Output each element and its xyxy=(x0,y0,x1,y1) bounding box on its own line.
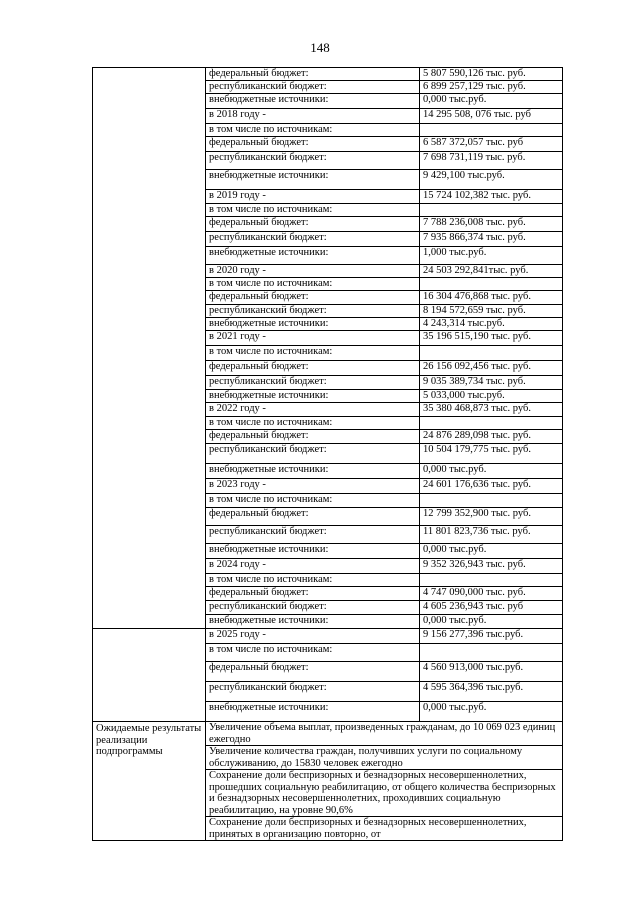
source-value: 5 033,000 тыс.руб. xyxy=(420,390,563,403)
source-value xyxy=(420,278,563,291)
source-label: внебюджетные источники: xyxy=(206,615,420,629)
results-label: Ожидаемые результаты реализации подпрограммы xyxy=(93,722,206,841)
budget-table xyxy=(92,67,563,841)
year-label: в 2019 году - xyxy=(206,190,420,204)
source-label: внебюджетные источники: xyxy=(206,390,420,403)
source-value: 0,000 тыс.руб. xyxy=(420,544,563,559)
year-total: 35 196 515,190 тыс. руб. xyxy=(420,331,563,346)
source-label: внебюджетные источники: xyxy=(206,247,420,265)
source-value: 0,000 тыс.руб. xyxy=(420,702,563,722)
source-value: 8 194 572,659 тыс. руб. xyxy=(420,305,563,318)
source-value: 4 747 090,000 тыс. руб. xyxy=(420,587,563,601)
source-label: федеральный бюджет: xyxy=(206,68,420,81)
year-label: в 2025 году - xyxy=(206,629,420,644)
year-total: 15 724 102,382 тыс. руб. xyxy=(420,190,563,204)
source-value: 12 799 352,900 тыс. руб. xyxy=(420,508,563,526)
source-label: федеральный бюджет: xyxy=(206,217,420,232)
source-value: 4 605 236,943 тыс. руб xyxy=(420,601,563,615)
subprogram-label-cell xyxy=(93,629,206,722)
result-item: Увеличение количества граждан, получивших услуги по социальному обслуживанию, до 15830 человек ежегодно xyxy=(206,746,563,770)
source-value: 4 595 364,396 тыс.руб. xyxy=(420,682,563,702)
source-value: 1,000 тыс.руб. xyxy=(420,247,563,265)
year-label: в 2021 году - xyxy=(206,331,420,346)
source-label: республиканский бюджет: xyxy=(206,682,420,702)
table-row xyxy=(93,68,563,81)
source-value: 16 304 476,868 тыс. руб. xyxy=(420,291,563,305)
source-label: республиканский бюджет: xyxy=(206,305,420,318)
source-value xyxy=(420,417,563,430)
year-total: 14 295 508, 076 тыс. руб xyxy=(420,109,563,124)
sources-header: в том числе по источникам: xyxy=(206,346,420,361)
source-label: внебюджетные источники: xyxy=(206,544,420,559)
source-value: 6 899 257,129 тыс. руб. xyxy=(420,81,563,94)
source-value: 0,000 тыс.руб. xyxy=(420,615,563,629)
source-value: 26 156 092,456 тыс. руб. xyxy=(420,361,563,376)
source-label: республиканский бюджет: xyxy=(206,232,420,247)
year-total: 24 601 176,636 тыс. руб. xyxy=(420,479,563,494)
source-value: 0,000 тыс.руб. xyxy=(420,464,563,479)
source-value: 11 801 823,736 тыс. руб. xyxy=(420,526,563,544)
source-label: внебюджетные источники: xyxy=(206,94,420,109)
sources-header: в том числе по источникам: xyxy=(206,574,420,587)
year-total: 9 156 277,396 тыс.руб. xyxy=(420,629,563,644)
source-value: 0,000 тыс.руб. xyxy=(420,94,563,109)
source-label: внебюджетные источники: xyxy=(206,464,420,479)
source-value: 4 243,314 тыс.руб. xyxy=(420,318,563,331)
source-value: 4 560 913,000 тыс.руб. xyxy=(420,662,563,682)
source-value xyxy=(420,204,563,217)
source-label: федеральный бюджет: xyxy=(206,361,420,376)
year-label: в 2018 году - xyxy=(206,109,420,124)
source-label: республиканский бюджет: xyxy=(206,526,420,544)
source-value: 7 698 731,119 тыс. руб. xyxy=(420,152,563,170)
source-label: республиканский бюджет: xyxy=(206,376,420,390)
year-label: в 2023 году - xyxy=(206,479,420,494)
source-value: 24 876 289,098 тыс. руб. xyxy=(420,430,563,444)
year-label: в 2024 году - xyxy=(206,559,420,574)
source-value: 9 429,100 тыс.руб. xyxy=(420,170,563,190)
source-value: 7 935 866,374 тыс. руб. xyxy=(420,232,563,247)
result-item: Увеличение объема выплат, произведенных гражданам, до 10 069 023 единиц ежегодно xyxy=(206,722,563,746)
page-number: 148 xyxy=(310,40,330,55)
year-total: 9 352 326,943 тыс. руб. xyxy=(420,559,563,574)
source-value: 6 587 372,057 тыс. руб xyxy=(420,137,563,152)
source-label: республиканский бюджет: xyxy=(206,152,420,170)
source-label: внебюджетные источники: xyxy=(206,318,420,331)
result-item: Сохранение доли беспризорных и безнадзорных несовершеннолетних, прошедших социальную реабилитацию, от общего количества беспризорных и безнадзорных несовершеннолетних, проходивших социальную реабилитацию, на уровне 90,6% xyxy=(206,770,563,817)
source-value xyxy=(420,124,563,137)
source-label: республиканский бюджет: xyxy=(206,81,420,94)
source-value xyxy=(420,574,563,587)
sources-header: в том числе по источникам: xyxy=(206,278,420,291)
source-label: федеральный бюджет: xyxy=(206,587,420,601)
sources-header: в том числе по источникам: xyxy=(206,124,420,137)
year-total: 35 380 468,873 тыс. руб. xyxy=(420,403,563,417)
source-label: федеральный бюджет: xyxy=(206,430,420,444)
source-label: внебюджетные источники: xyxy=(206,170,420,190)
source-value: 9 035 389,734 тыс. руб. xyxy=(420,376,563,390)
source-value: 5 807 590,126 тыс. руб. xyxy=(420,68,563,81)
year-label: в 2022 году - xyxy=(206,403,420,417)
source-value xyxy=(420,644,563,662)
table-row xyxy=(93,722,563,746)
source-label: федеральный бюджет: xyxy=(206,508,420,526)
source-label: республиканский бюджет: xyxy=(206,601,420,615)
source-label: федеральный бюджет: xyxy=(206,291,420,305)
year-total: 24 503 292,841тыс. руб. xyxy=(420,265,563,278)
source-label: республиканский бюджет: xyxy=(206,444,420,464)
source-value: 10 504 179,775 тыс. руб. xyxy=(420,444,563,464)
source-label: внебюджетные источники: xyxy=(206,702,420,722)
source-value: 7 788 236,008 тыс. руб. xyxy=(420,217,563,232)
source-label: федеральный бюджет: xyxy=(206,137,420,152)
result-item: Сохранение доли беспризорных и безнадзорных несовершеннолетних, принятых в организацию повторно, от xyxy=(206,817,563,841)
source-value xyxy=(420,346,563,361)
sources-header: в том числе по источникам: xyxy=(206,494,420,508)
sources-header: в том числе по источникам: xyxy=(206,417,420,430)
table-row xyxy=(93,629,563,644)
source-label: федеральный бюджет: xyxy=(206,662,420,682)
subprogram-label-cell xyxy=(93,68,206,629)
year-label: в 2020 году - xyxy=(206,265,420,278)
sources-header: в том числе по источникам: xyxy=(206,204,420,217)
source-value xyxy=(420,494,563,508)
sources-header: в том числе по источникам: xyxy=(206,644,420,662)
